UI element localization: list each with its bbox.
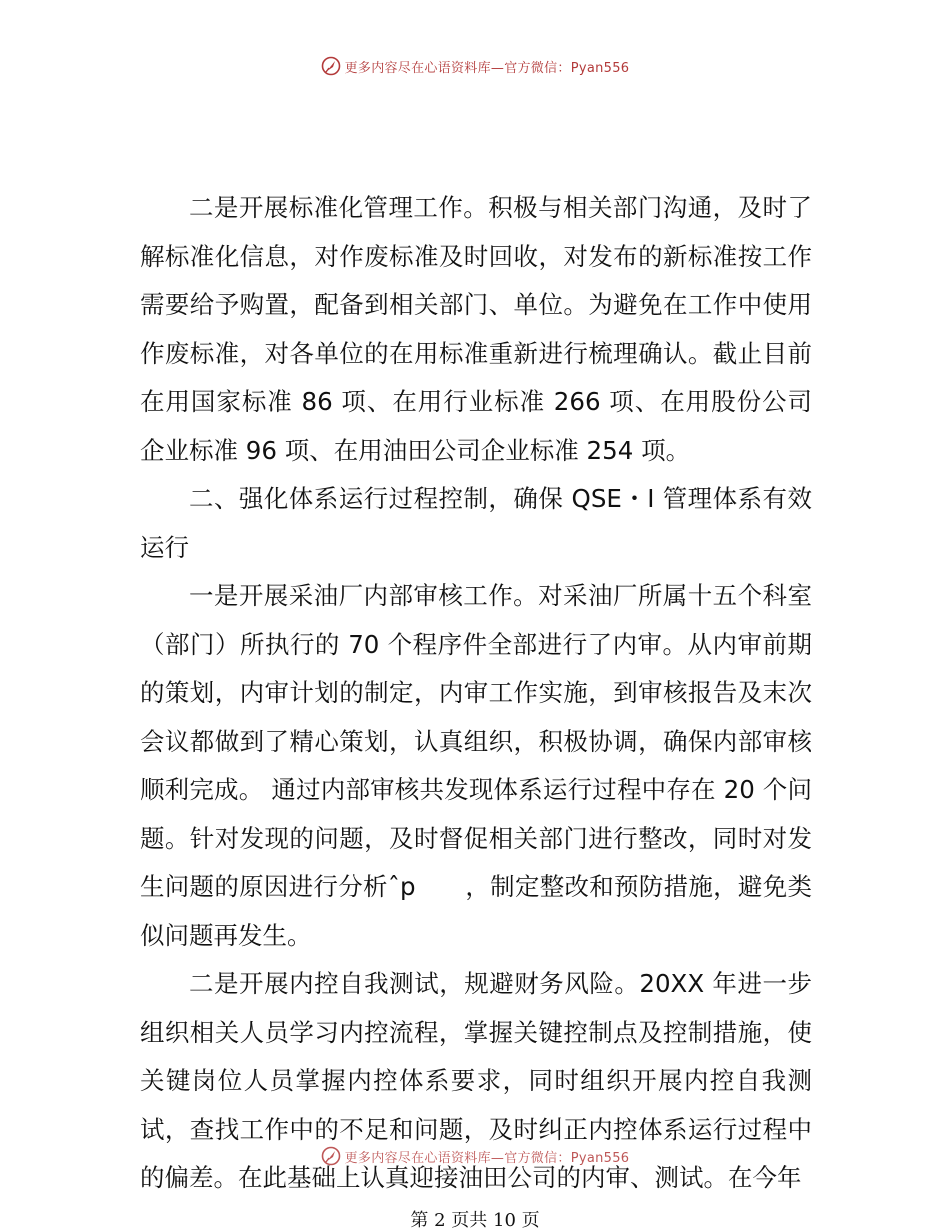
paragraph-standardization: 二是开展标准化管理工作。积极与相关部门沟通，及时了解标准化信息，对作废标准及时回收，对发布的新标准按工作需要给予购置，配备到相关部门、单位。为避免在工作中使用作废标准，对各单位的在用标准重新进行梳理确认。截止目前在用国家标准 86 项、在用行业标准 266 项、在用股份公司企业标准 96 项、在用油田公司企业标准 254 项。 bbox=[140, 193, 812, 465]
paragraph-internal-audit: 一是开展采油厂内部审核工作。对采油厂所属十五个科室（部门）所执行的 70 个程序件全部进行了内审。从内审前期的策划，内审计划的制定，内审工作实施，到审核报告及末次会议都做到了精心策划，认真组织，积极协调，确保内部审核顺利完成。 通过内部审核共发现体系运行过程中存在 20 个问题。针对发现的问题，及时督促相关部门进行整改，同时对发生问题的原因进行分析ˆp ，制定整改和预防措施，避免类似问题再发生。 bbox=[140, 581, 812, 950]
section-heading-process-control: 二、强化体系运行过程控制，确保 QSE・I 管理体系有效运行 bbox=[140, 484, 812, 562]
page-number-footer: 第 2 页共 10 页 bbox=[410, 1210, 540, 1231]
feather-pen-logo-icon bbox=[321, 56, 341, 76]
watermark-text: 更多内容尽在心语资料库—官方微信：Pyan556 bbox=[344, 60, 630, 76]
feather-pen-logo-icon bbox=[321, 1146, 341, 1166]
watermark-text: 更多内容尽在心语资料库—官方微信：Pyan556 bbox=[344, 1150, 630, 1166]
document-body bbox=[140, 184, 812, 1203]
top-watermark bbox=[0, 56, 950, 76]
bottom-watermark bbox=[0, 1146, 950, 1166]
paragraph-internal-control-test: 二是开展内控自我测试，规避财务风险。20XX 年进一步组织相关人员学习内控流程，掌握关键控制点及控制措施，使关键岗位人员掌握内控体系要求，同时组织开展内控自我测试，查找工作中的不足和问题，及时纠正内控体系运行过程中的偏差。在此基础上认真迎接油田公司的内审、测试。在今年 bbox=[140, 969, 812, 1192]
